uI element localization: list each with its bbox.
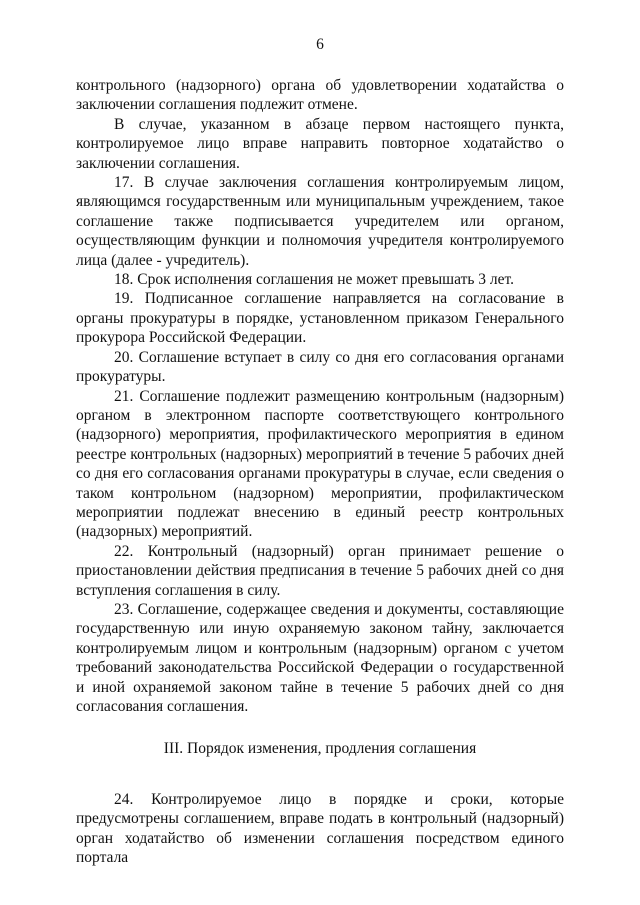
paragraph-repeat-request: В случае, указанном в абзаце первом настоящего пункта, контролируемое лицо вправе направить повторное ходатайство о заключении соглашения. [76,115,564,172]
paragraph-18: 18. Срок исполнения соглашения не может превышать 3 лет. [114,271,515,289]
paragraph-19: 19. Подписанное соглашение направляется на согласование в органы прокуратуры в порядке, установленном приказом Генерального прокурора Российской Федерации. [76,290,564,347]
paragraph-20: 20. Соглашение вступает в силу со дня его согласования органами прокуратуры. [76,348,564,386]
paragraph-17: 17. В случае заключения соглашения контролируемым лицом, являющимся государственным или муниципальным учреждением, такое соглашение также подписывается учредителем или органом, осуществляющим функции и полномочия учредителя контролируемого лица (далее - учредитель). [76,174,564,269]
page-number: 6 [316,36,324,53]
section-heading: III. Порядок изменения, продления соглашения [163,740,477,758]
paragraph-continuation: контрольного (надзорного) органа об удовлетворении ходатайства о заключении соглашения подлежит отмене. [76,77,564,114]
paragraph-24: 24. Контролируемое лицо в порядке и сроки, которые предусмотрены соглашением, вправе подать в контрольный (надзорный) орган ходатайство об изменении соглашения посредством единого портала [76,790,564,867]
paragraph-22: 22. Контрольный (надзорный) орган принимает решение о приостановлении действия предписания в течение 5 рабочих дней со дня вступления соглашения в силу. [76,542,564,599]
document-body [76,76,564,867]
paragraph-21: 21. Соглашение подлежит размещению контрольным (надзорным) органом в электронном паспорте соответствующего контрольного (надзорного) мероприятия, профилактического мероприятия в едином реестре контрольных (надзорных) мероприятий в течение 5 рабочих дней со дня его согласования органами прокуратуры в случае, если сведения о таком контрольном (надзорном) мероприятии, профилактическом мероприятии подлежат внесению в единый реестр контрольных (надзорных) мероприятий. [76,387,564,541]
paragraph-23: 23. Соглашение, содержащее сведения и документы, составляющие государственную или иную охраняемую законом тайну, заключается контролируемым лицом и контрольным (надзорным) органом с учетом требований законодательства Российской Федерации о государственной и иной охраняемой законом тайне в течение 5 рабочих дней со дня согласования соглашения. [76,600,564,715]
